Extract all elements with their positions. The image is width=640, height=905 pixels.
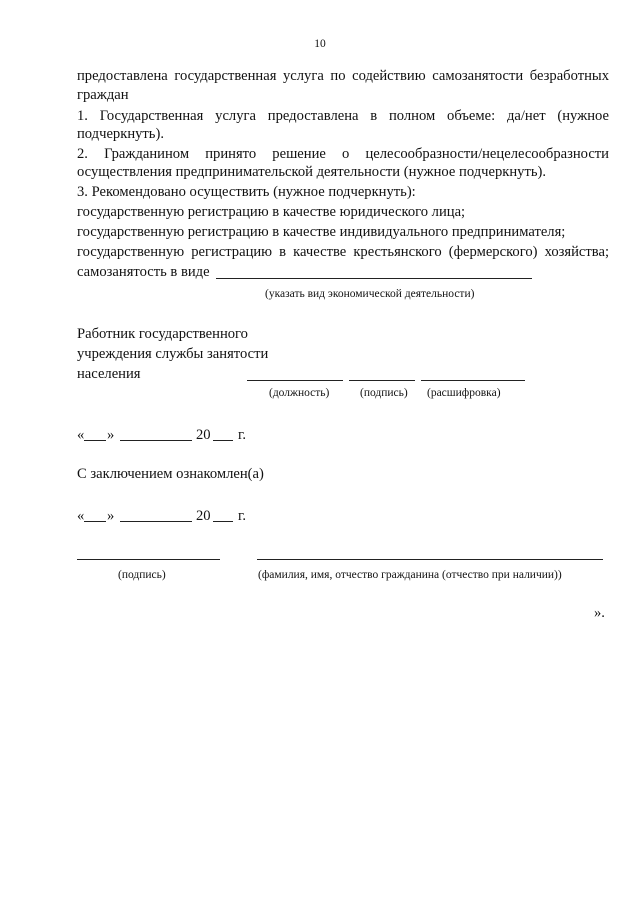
self-employment-hint: (указать вид экономической деятельности): [265, 288, 475, 300]
date-close-quote: »: [107, 508, 115, 524]
year-blank: [213, 521, 233, 522]
signature-blank: [349, 380, 415, 381]
item-1-line-1: 1. Государственная услуга предоставлена в полном объеме: да/нет (нужное: [77, 108, 609, 124]
citizen-name-blank: [257, 559, 603, 560]
option-legal-entity: государственную регистрацию в качестве юридического лица;: [77, 204, 466, 220]
date-open-quote: «: [77, 508, 85, 524]
year-prefix: 20: [196, 508, 211, 524]
body-line-2: граждан: [77, 87, 129, 103]
acknowledgement-text: С заключением ознакомлен(а): [77, 466, 264, 482]
body-line-1: предоставлена государственная услуга по содействию самозанятости безработных: [77, 68, 609, 84]
employee-title-line-3: населения: [77, 366, 141, 382]
year-blank: [213, 440, 233, 441]
option-entrepreneur: государственную регистрацию в качестве индивидуального предпринимателя;: [77, 224, 566, 240]
date-open-quote: «: [77, 427, 85, 443]
citizen-signature-caption: (подпись): [118, 569, 166, 581]
employee-title-line-1: Работник государственного: [77, 326, 248, 342]
option-farm: государственную регистрацию в качестве крестьянского (фермерского) хозяйства;: [77, 244, 609, 260]
year-suffix: г.: [238, 427, 246, 443]
year-suffix: г.: [238, 508, 246, 524]
date-close-quote: »: [107, 427, 115, 443]
decoding-caption: (расшифровка): [427, 387, 501, 399]
citizen-signature-blank: [77, 559, 220, 560]
month-blank: [120, 440, 192, 441]
item-2-line-1: 2. Гражданином принято решение о целесообразности/нецелесообразности: [77, 146, 609, 162]
day-blank: [84, 440, 106, 441]
employee-title-line-2: учреждения службы занятости: [77, 346, 269, 362]
signature-caption: (подпись): [360, 387, 408, 399]
self-employment-blank: [216, 278, 532, 279]
position-caption: (должность): [269, 387, 330, 399]
position-blank: [247, 380, 343, 381]
day-blank: [84, 521, 106, 522]
citizen-name-caption: (фамилия, имя, отчество гражданина (отчество при наличии)): [258, 569, 562, 581]
item-3: 3. Рекомендовано осуществить (нужное подчеркнуть):: [77, 184, 416, 200]
self-employment-label: самозанятость в виде: [77, 264, 210, 280]
page-number: 10: [314, 38, 326, 50]
month-blank: [120, 521, 192, 522]
item-2-line-2: осуществления предпринимательской деятельности (нужное подчеркнуть).: [77, 164, 547, 180]
item-1-line-2: подчеркнуть).: [77, 126, 164, 142]
decoding-blank: [421, 380, 525, 381]
closing-mark: ».: [594, 605, 605, 621]
year-prefix: 20: [196, 427, 211, 443]
